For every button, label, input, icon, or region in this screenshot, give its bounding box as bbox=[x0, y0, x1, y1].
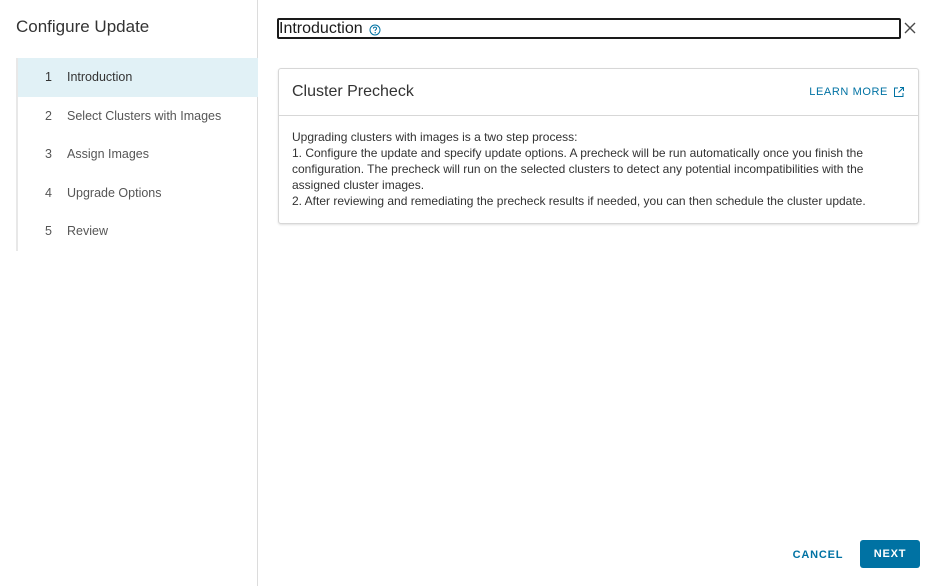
wizard-steps bbox=[16, 58, 258, 251]
external-link-icon bbox=[893, 86, 905, 98]
page-title: Introduction bbox=[279, 20, 363, 37]
step-review[interactable] bbox=[18, 212, 258, 251]
wizard-title: Configure Update bbox=[16, 17, 150, 36]
next-button[interactable]: NEXT bbox=[860, 540, 920, 568]
step-number: 4 bbox=[45, 185, 52, 200]
wizard-sidebar bbox=[0, 0, 258, 586]
learn-more-link[interactable] bbox=[809, 86, 905, 98]
cluster-precheck-card bbox=[278, 68, 919, 224]
learn-more-label: LEARN MORE bbox=[809, 86, 888, 98]
card-title: Cluster Precheck bbox=[292, 83, 414, 100]
step-label: Upgrade Options bbox=[67, 185, 162, 200]
step-label: Select Clusters with Images bbox=[67, 108, 222, 123]
step-label: Introduction bbox=[67, 70, 133, 85]
step-number: 5 bbox=[45, 224, 52, 239]
step-number: 1 bbox=[45, 70, 52, 85]
step-upgrade-options[interactable] bbox=[18, 174, 258, 213]
step-select-clusters[interactable] bbox=[18, 97, 258, 136]
card-paragraph: 1. Configure the update and specify update options. A precheck will be run automatically once you finish the configuration. The precheck will run on the selected clusters to detect any potential incompatibilities with the assigned cluster images. bbox=[292, 146, 864, 192]
step-label: Review bbox=[67, 224, 108, 239]
card-paragraph: Upgrading clusters with images is a two step process: bbox=[292, 130, 578, 144]
card-body bbox=[279, 116, 918, 209]
wizard-content bbox=[258, 0, 940, 586]
card-header bbox=[279, 69, 918, 116]
card-paragraph: 2. After reviewing and remediating the precheck results if needed, you can then schedule the cluster update. bbox=[292, 194, 866, 208]
step-introduction[interactable] bbox=[18, 58, 258, 97]
page-title-container bbox=[277, 18, 901, 39]
close-icon[interactable] bbox=[903, 21, 917, 35]
cancel-button[interactable]: CANCEL bbox=[792, 549, 844, 561]
step-assign-images[interactable] bbox=[18, 135, 258, 174]
step-number: 3 bbox=[45, 147, 52, 162]
step-number: 2 bbox=[45, 108, 52, 123]
question-circle-icon[interactable] bbox=[369, 23, 381, 35]
step-label: Assign Images bbox=[67, 147, 149, 162]
